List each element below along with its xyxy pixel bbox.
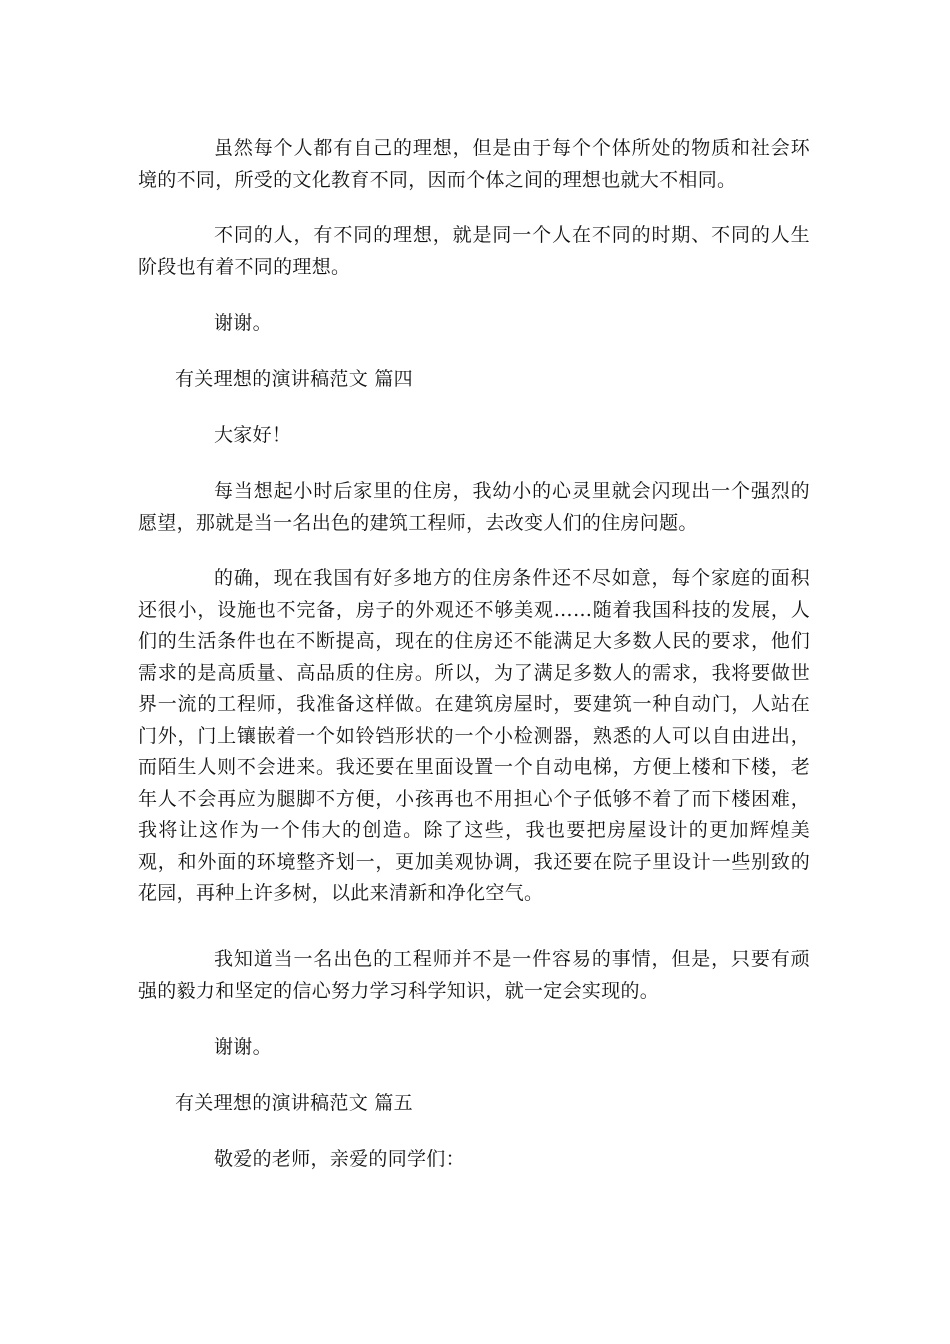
paragraph-childhood-wish: 每当想起小时后家里的住房，我幼小的心灵里就会闪现出一个强烈的愿望，那就是当一名出色的建筑工程师，去改变人们的住房问题。 bbox=[138, 480, 810, 534]
paragraph-perseverance: 我知道当一名出色的工程师并不是一件容易的事情，但是，只要有顽强的毅力和坚定的信心努力学习科学知识，就一定会实现的。 bbox=[138, 948, 810, 1002]
paragraph-different-people: 不同的人，有不同的理想，就是同一个人在不同的时期、不同的人生阶段也有着不同的理想。 bbox=[138, 224, 810, 278]
greeting-teachers-students: 敬爱的老师，亲爱的同学们： bbox=[214, 1148, 465, 1170]
paragraph-housing-plan: 的确，现在我国有好多地方的住房条件还不尽如意，每个家庭的面积还很小，设施也不完备，房子的外观还不够美观……随着我国科技的发展，人们的生活条件也在不断提高，现在的住房还不能满足大多数人民的要求，他们需求的是高质量、高品质的住房。所以，为了满足多数人的需求，我将要做世界一流的工程师，我准备这样做。在建筑房屋时，要建筑一种自动门，人站在门外，门上镶嵌着一个如铃铛形状的一个小检测器，熟悉的人可以自由进出，而陌生人则不会进来。我还要在里面设置一个自动电梯，方便上楼和下楼，老年人不会再应为腿脚不方便，小孩再也不用担心个子低够不着了而下楼困难，我将让这作为一个伟大的创造。除了这些，我也要把房屋设计的更加辉煌美观，和外面的环境整齐划一，更加美观协调，我还要在院子里设计一些别致的花园，再种上许多树，以此来清新和净化空气。 bbox=[138, 567, 810, 904]
section-heading-part-five: 有关理想的演讲稿范文 篇五 bbox=[175, 1092, 413, 1114]
closing-thanks-2: 谢谢。 bbox=[214, 1036, 272, 1058]
greeting-everyone: 大家好！ bbox=[214, 424, 292, 446]
paragraph-ideals-differ: 虽然每个人都有自己的理想，但是由于每个个体所处的物质和社会环境的不同，所受的文化教育不同，因而个体之间的理想也就大不相同。 bbox=[138, 137, 810, 191]
section-heading-part-four: 有关理想的演讲稿范文 篇四 bbox=[175, 368, 413, 390]
closing-thanks-1: 谢谢。 bbox=[214, 312, 272, 334]
